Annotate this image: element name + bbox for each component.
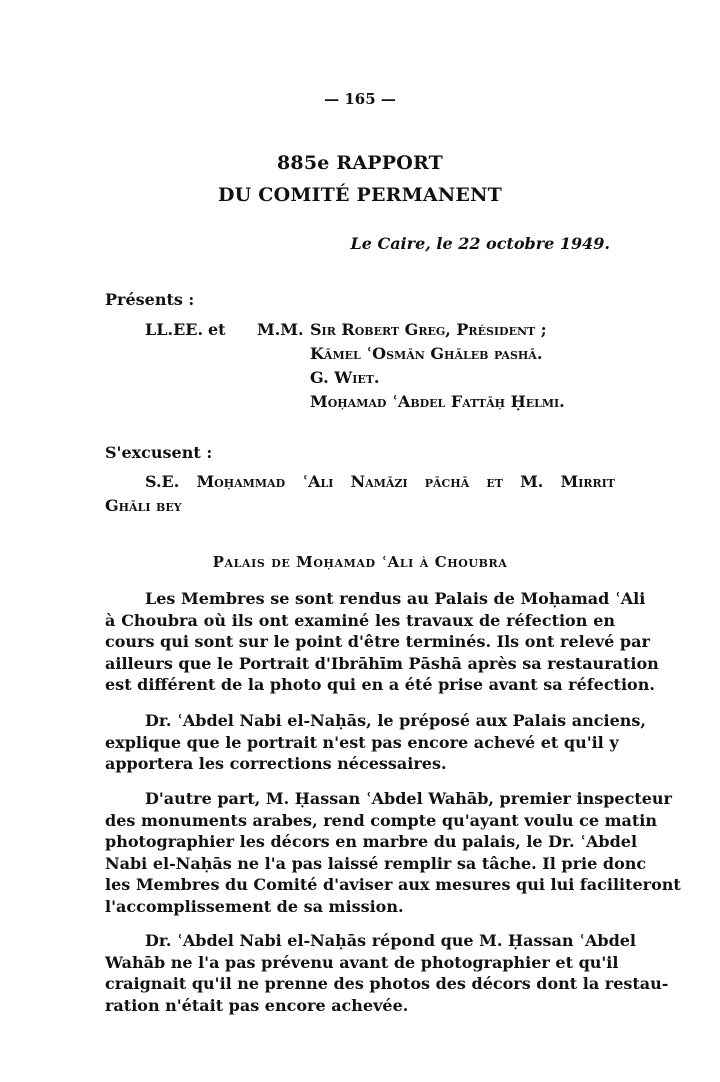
attendee-row xyxy=(145,342,625,366)
paragraph-line: explique que le portrait n'est pas encore achevé et qu'il y xyxy=(105,732,619,752)
paragraph-line: ration n'était pas encore achevée. xyxy=(105,995,409,1015)
paragraph-line: Dr. ʿAbdel Nabi el-Naḥās, le préposé aux Palais anciens, xyxy=(145,711,646,730)
paragraph xyxy=(105,588,659,696)
attendee-row xyxy=(145,390,625,414)
report-title-committee: DU COMITÉ PERMANENT xyxy=(218,184,502,206)
paragraph xyxy=(105,710,646,775)
attendee-name: Sir Robert Greg, Président ; xyxy=(310,320,547,339)
excused-label: S'excusent : xyxy=(105,443,213,462)
excused-line: Ghāli bey xyxy=(105,496,182,515)
report-title-number: 885e RAPPORT xyxy=(276,152,443,174)
attendee-conjunction: et xyxy=(208,320,226,339)
paragraph-line: Nabi el-Naḥās ne l'a pas laissé remplir sa tâche. Il prie donc xyxy=(105,853,647,873)
excused-list xyxy=(105,470,615,518)
attendee-row xyxy=(145,366,625,390)
paragraph-line: apportera les corrections nécessaires. xyxy=(105,754,447,773)
attendees-list xyxy=(145,318,625,414)
paragraph-line: l'accomplissement de sa mission. xyxy=(105,896,404,916)
section-heading: Palais de Moḥamad ʿAli à Choubra xyxy=(212,553,508,571)
presents-label: Présents : xyxy=(105,290,195,309)
paragraph-line: craignait qu'il ne prenne des photos des décors dont la restau- xyxy=(105,974,669,993)
excused-line: S.E. Moḥammad ʿAli Namāzi pāchā et M. Mirrit xyxy=(145,472,615,491)
page-number: — 165 — xyxy=(324,90,396,108)
attendee-honorific: M.M. xyxy=(257,320,304,339)
paragraph-line: Dr. ʿAbdel Nabi el-Naḥās répond que M. Ḥassan ʿAbdel xyxy=(145,931,637,950)
paragraph xyxy=(105,788,681,917)
date-line: Le Caire, le 22 octobre 1949. xyxy=(350,234,610,253)
paragraph-line: cours qui sont sur le point d'être terminés. Ils ont relevé par xyxy=(105,632,650,651)
paragraph-line: D'autre part, M. Ḥassan ʿAbdel Wahāb, premier inspecteur xyxy=(145,789,672,808)
paragraph-line: ailleurs que le Portrait d'Ibrāhīm Pāshā après sa restauration xyxy=(105,653,659,673)
attendee-name: Moḥamad ʿAbdel Fattāḥ Ḥelmi. xyxy=(310,392,565,411)
paragraph-line: les Membres du Comité d'aviser aux mesures qui lui faciliteront xyxy=(105,875,681,894)
paragraph-line: à Choubra où ils ont examiné les travaux de réfection en xyxy=(105,610,615,630)
paragraph xyxy=(105,930,669,1016)
attendee-name: Kāmel ʿOsmān Ghāleb pashā. xyxy=(310,344,543,363)
attendee-row xyxy=(145,318,625,342)
paragraph-line: Les Membres se sont rendus au Palais de Moḥamad ʿAli xyxy=(145,589,646,608)
paragraph-line: est différent de la photo qui en a été prise avant sa réfection. xyxy=(105,675,655,694)
attendee-name: G. Wiet. xyxy=(310,368,380,387)
paragraph-line: des monuments arabes, rend compte qu'ayant voulu ce matin xyxy=(105,810,657,830)
attendee-title: LL.EE. xyxy=(145,320,204,339)
paragraph-line: photographier les décors en marbre du palais, le Dr. ʿAbdel xyxy=(105,832,638,851)
paragraph-line: Wahāb ne l'a pas prévenu avant de photographier et qu'il xyxy=(105,952,619,972)
